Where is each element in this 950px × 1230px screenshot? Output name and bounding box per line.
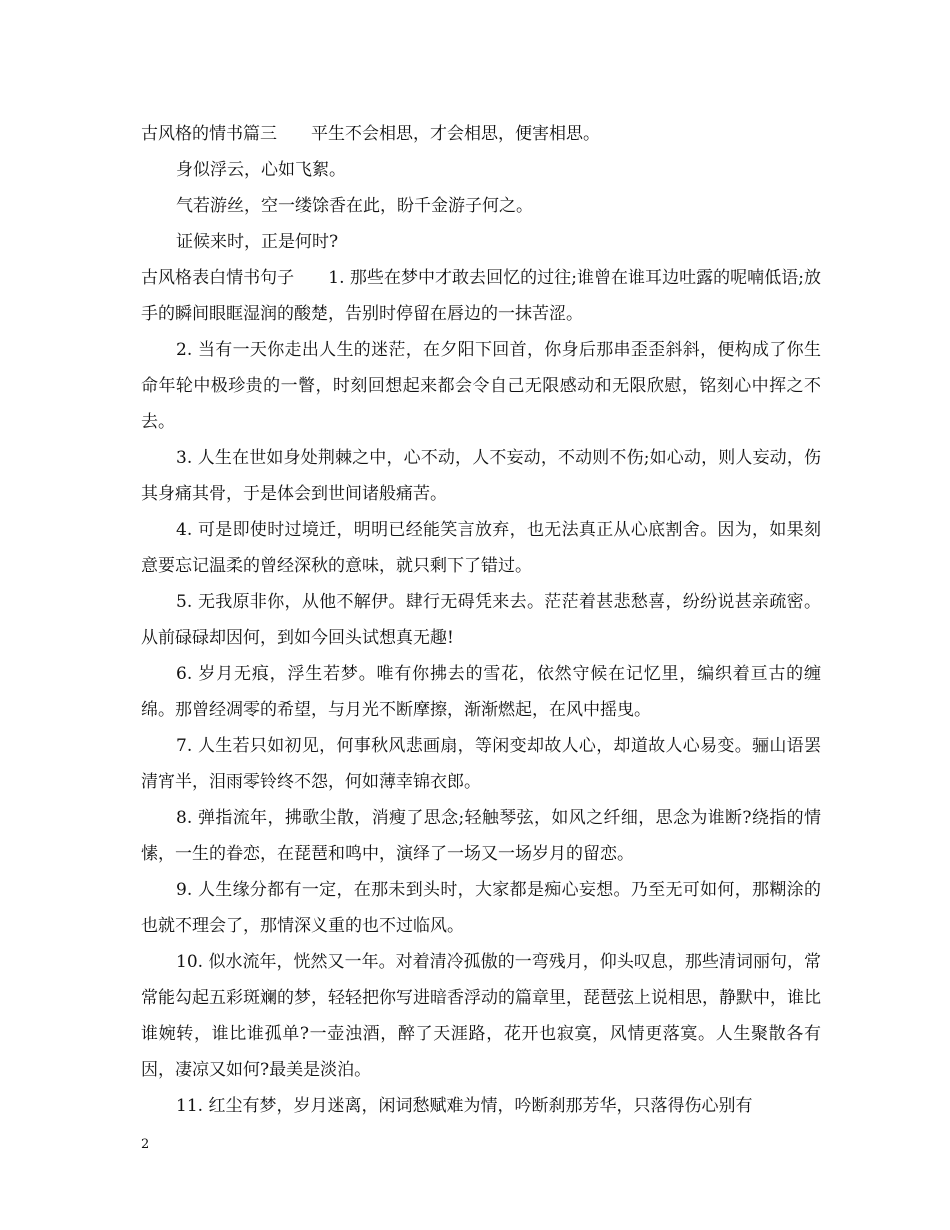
paragraph-when-symptoms-come: 证候来时，正是何时? <box>176 232 339 252</box>
paragraph-item-2: 2. 当有一天你走出人生的迷茫，在夕阳下回首，你身后那串歪歪斜斜，便构成了你生命年轮中极珍贵的一瞥，时刻回想起来都会令自己无限感动和无限欣慰，铭刻心中挥之不去。 <box>141 340 821 432</box>
paragraph-item-9: 9. 人生缘分都有一定，在那未到头时，大家都是痴心妄想。乃至无可如何，那糊涂的也就不理会了，那情深义重的也不过临风。 <box>141 880 821 936</box>
paragraph-item-7: 7. 人生若只如初见，何事秋风悲画扇，等闲变却故人心，却道故人心易变。骊山语罢清宵半，泪雨零铃终不怨，何如薄幸锦衣郎。 <box>141 736 821 792</box>
paragraph-floating-cloud: 身似浮云，心如飞絮。 <box>176 160 346 180</box>
paragraph-item-3: 3. 人生在世如身处荆棘之中，心不动，人不妄动，不动则不伤;如心动，则人妄动，伤其身痛其骨，于是体会到世间诸般痛苦。 <box>141 448 821 504</box>
paragraph-item-4: 4. 可是即使时过境迁，明明已经能笑言放弃，也无法真正从心底割舍。因为，如果刻意要忘记温柔的曾经深秋的意味，就只剩下了错过。 <box>141 520 821 576</box>
paragraph-item-6: 6. 岁月无痕，浮生若梦。唯有你拂去的雪花，依然守候在记忆里，编织着亘古的缠绵。那曾经凋零的希望，与月光不断摩擦，渐渐燃起，在风中摇曳。 <box>141 664 821 720</box>
paragraph-item-10: 10. 似水流年，恍然又一年。对着清冷孤傲的一弯残月，仰头叹息，那些清词丽句，常常能勾起五彩斑斓的梦，轻轻把你写进暗香浮动的篇章里，琵琶弦上说相思，静默中，谁比谁婉转，谁比谁孤单?一壶浊酒，醉了天涯路，花开也寂寞，风情更落寞。人生聚散各有因，凄凉又如何?最美是淡泊。 <box>141 952 821 1080</box>
paragraph-item-11: 11. 红尘有梦，岁月迷离，闲词愁赋难为情，吟断刹那芳华，只落得伤心别有 <box>176 1096 753 1116</box>
paragraph-item-5: 5. 无我原非你，从他不解伊。肆行无碍凭来去。茫茫着甚悲愁喜，纷纷说甚亲疏密。从前碌碌却因何，到如今回头试想真无趣! <box>141 592 821 648</box>
paragraph-section-three: 古风格的情书篇三 平生不会相思，才会相思，便害相思。 <box>141 124 600 144</box>
paragraph-item-1: 古风格表白情书句子 1. 那些在梦中才敢去回忆的过往;谁曾在谁耳边吐露的呢喃低语;放手的瞬间眼眶湿润的酸楚，告别时停留在唇边的一抹苦涩。 <box>141 268 821 324</box>
page-number: 2 <box>141 1137 150 1152</box>
document-body <box>141 116 821 1124</box>
paragraph-item-8: 8. 弹指流年，拂歌尘散，消瘦了思念;轻触琴弦，如风之纤细，思念为谁断?绕指的情愫，一生的眷恋，在琵琶和鸣中，演绎了一场又一场岁月的留恋。 <box>141 808 821 864</box>
paragraph-lingering-fragrance: 气若游丝，空一缕馀香在此，盼千金游子何之。 <box>176 196 533 216</box>
